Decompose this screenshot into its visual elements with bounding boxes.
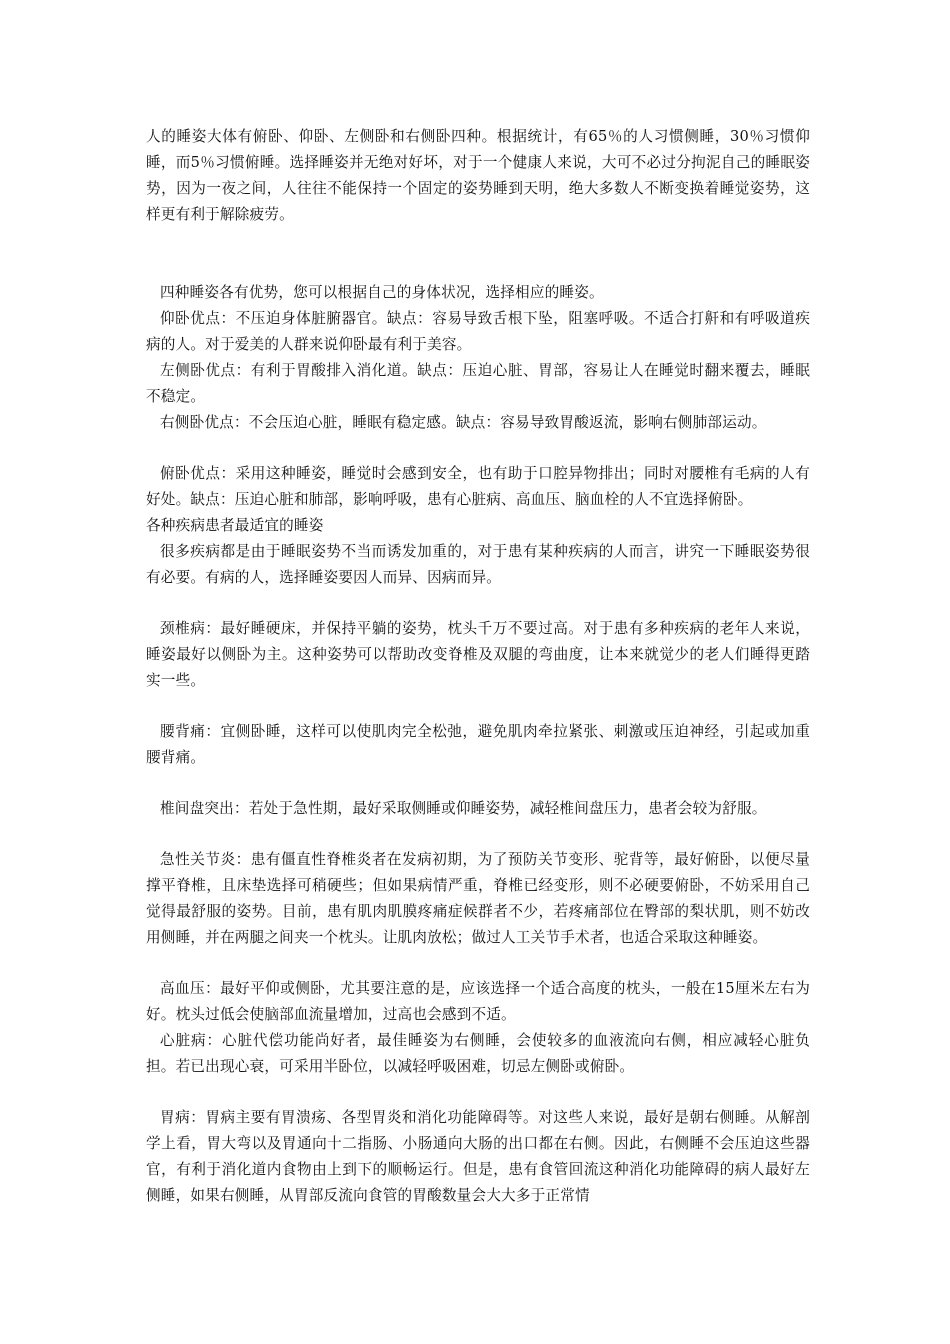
paragraph-spacer [146, 951, 810, 976]
right-side-position-paragraph: 右侧卧优点：不会压迫心脏，睡眠有稳定感。缺点：容易导致胃酸返流，影响右侧肺部运动。 [160, 414, 767, 431]
paragraph-spacer [146, 694, 810, 719]
intro-paragraph: 人的睡姿大体有俯卧、仰卧、左侧卧和右侧卧四种。根据统计，有65％的人习惯侧睡，30％习惯仰睡，而5％习惯俯睡。选择睡姿并无绝对好坏，对于一个健康人来说，大可不必过分拘泥自己的睡眠姿势，因为一夜之间，人往往不能保持一个固定的姿势睡到天明，绝大多数人不断变换着睡觉姿势，这样更有利于解除疲劳。 [146, 128, 810, 223]
paragraph-spacer [146, 771, 810, 796]
arthritis-paragraph: 急性关节炎：患有僵直性脊椎炎者在发病初期，为了预防关节变形、驼背等，最好俯卧，以便尽量撑平脊椎，且床垫选择可稍硬些；但如果病情严重，脊椎已经变形，则不必硬要俯卧，不妨采用自己觉得最舒服的姿势。目前，患有肌肉肌膜疼痛症候群者不少，若疼痛部位在臀部的梨状肌，则不妨改用侧睡，并在两腿之间夹一个枕头。让肌肉放松；做过人工关节手术者，也适合采取这种睡姿。 [146, 851, 810, 946]
paragraph-spacer [146, 822, 810, 847]
disease-intro-paragraph: 很多疾病都是由于睡眠姿势不当而诱发加重的，对于患有某种疾病的人而言，讲究一下睡眠姿势很有必要。有病的人，选择睡姿要因人而异、因病而异。 [146, 543, 810, 586]
paragraph-spacer [146, 228, 810, 280]
sleep-positions-overview: 四种睡姿各有优势，您可以根据自己的身体状况，选择相应的睡姿。 [160, 284, 604, 301]
cervical-spondylosis-paragraph: 颈椎病：最好睡硬床，并保持平躺的姿势，枕头千万不要过高。对于患有多种疾病的老年人来说，睡姿最好以侧卧为主。这种姿势可以帮助改变脊椎及双腿的弯曲度，让本来就觉少的老人们睡得更踏实一些。 [146, 620, 810, 689]
paragraph-spacer [146, 1080, 810, 1105]
left-side-position-paragraph: 左侧卧优点：有利于胃酸排入消化道。缺点：压迫心脏、胃部，容易让人在睡觉时翻来覆去，睡眠不稳定。 [146, 362, 810, 405]
paragraph-spacer [146, 436, 810, 461]
hypertension-paragraph: 高血压：最好平仰或侧卧，尤其要注意的是，应该选择一个适合高度的枕头，一般在15厘米左右为好。枕头过低会使脑部血流量增加，过高也会感到不适。 [146, 980, 810, 1023]
supine-position-paragraph: 仰卧优点：不压迫身体脏腑器官。缺点：容易导致舌根下坠，阻塞呼吸。不适合打鼾和有呼吸道疾病的人。对于爱美的人群来说仰卧最有利于美容。 [146, 310, 810, 353]
heart-disease-paragraph: 心脏病：心脏代偿功能尚好者，最佳睡姿为右侧睡，会使较多的血液流向右侧，相应减轻心脏负担。若已出现心衰，可采用半卧位，以减轻呼吸困难，切忌左侧卧或俯卧。 [146, 1032, 810, 1075]
paragraph-spacer [146, 591, 810, 616]
section-heading: 各种疾病患者最适宜的睡姿 [146, 517, 324, 534]
disc-herniation-paragraph: 椎间盘突出：若处于急性期，最好采取侧睡或仰睡姿势，减轻椎间盘压力，患者会较为舒服。 [160, 800, 767, 817]
back-pain-paragraph: 腰背痛：宜侧卧睡，这样可以使肌肉完全松弛，避免肌肉牵拉紧张、刺激或压迫神经，引起或加重腰背痛。 [146, 723, 810, 766]
stomach-disease-paragraph: 胃病：胃病主要有胃溃疡、各型胃炎和消化功能障碍等。对这些人来说，最好是朝右侧睡。从解剖学上看，胃大弯以及胃通向十二指肠、小肠通向大肠的出口都在右侧。因此，右侧睡不会压迫这些器官，有利于消化道内食物由上到下的顺畅运行。但是，患有食管回流这种消化功能障碍的病人最好左侧睡，如果右侧睡，从胃部反流向食管的胃酸数量会大大多于正常情 [146, 1109, 810, 1204]
prone-position-paragraph: 俯卧优点：采用这种睡姿，睡觉时会感到安全，也有助于口腔异物排出；同时对腰椎有毛病的人有好处。缺点：压迫心脏和肺部，影响呼吸，患有心脏病、高血压、脑血栓的人不宜选择俯卧。 [146, 465, 810, 508]
document-page [146, 124, 810, 1209]
